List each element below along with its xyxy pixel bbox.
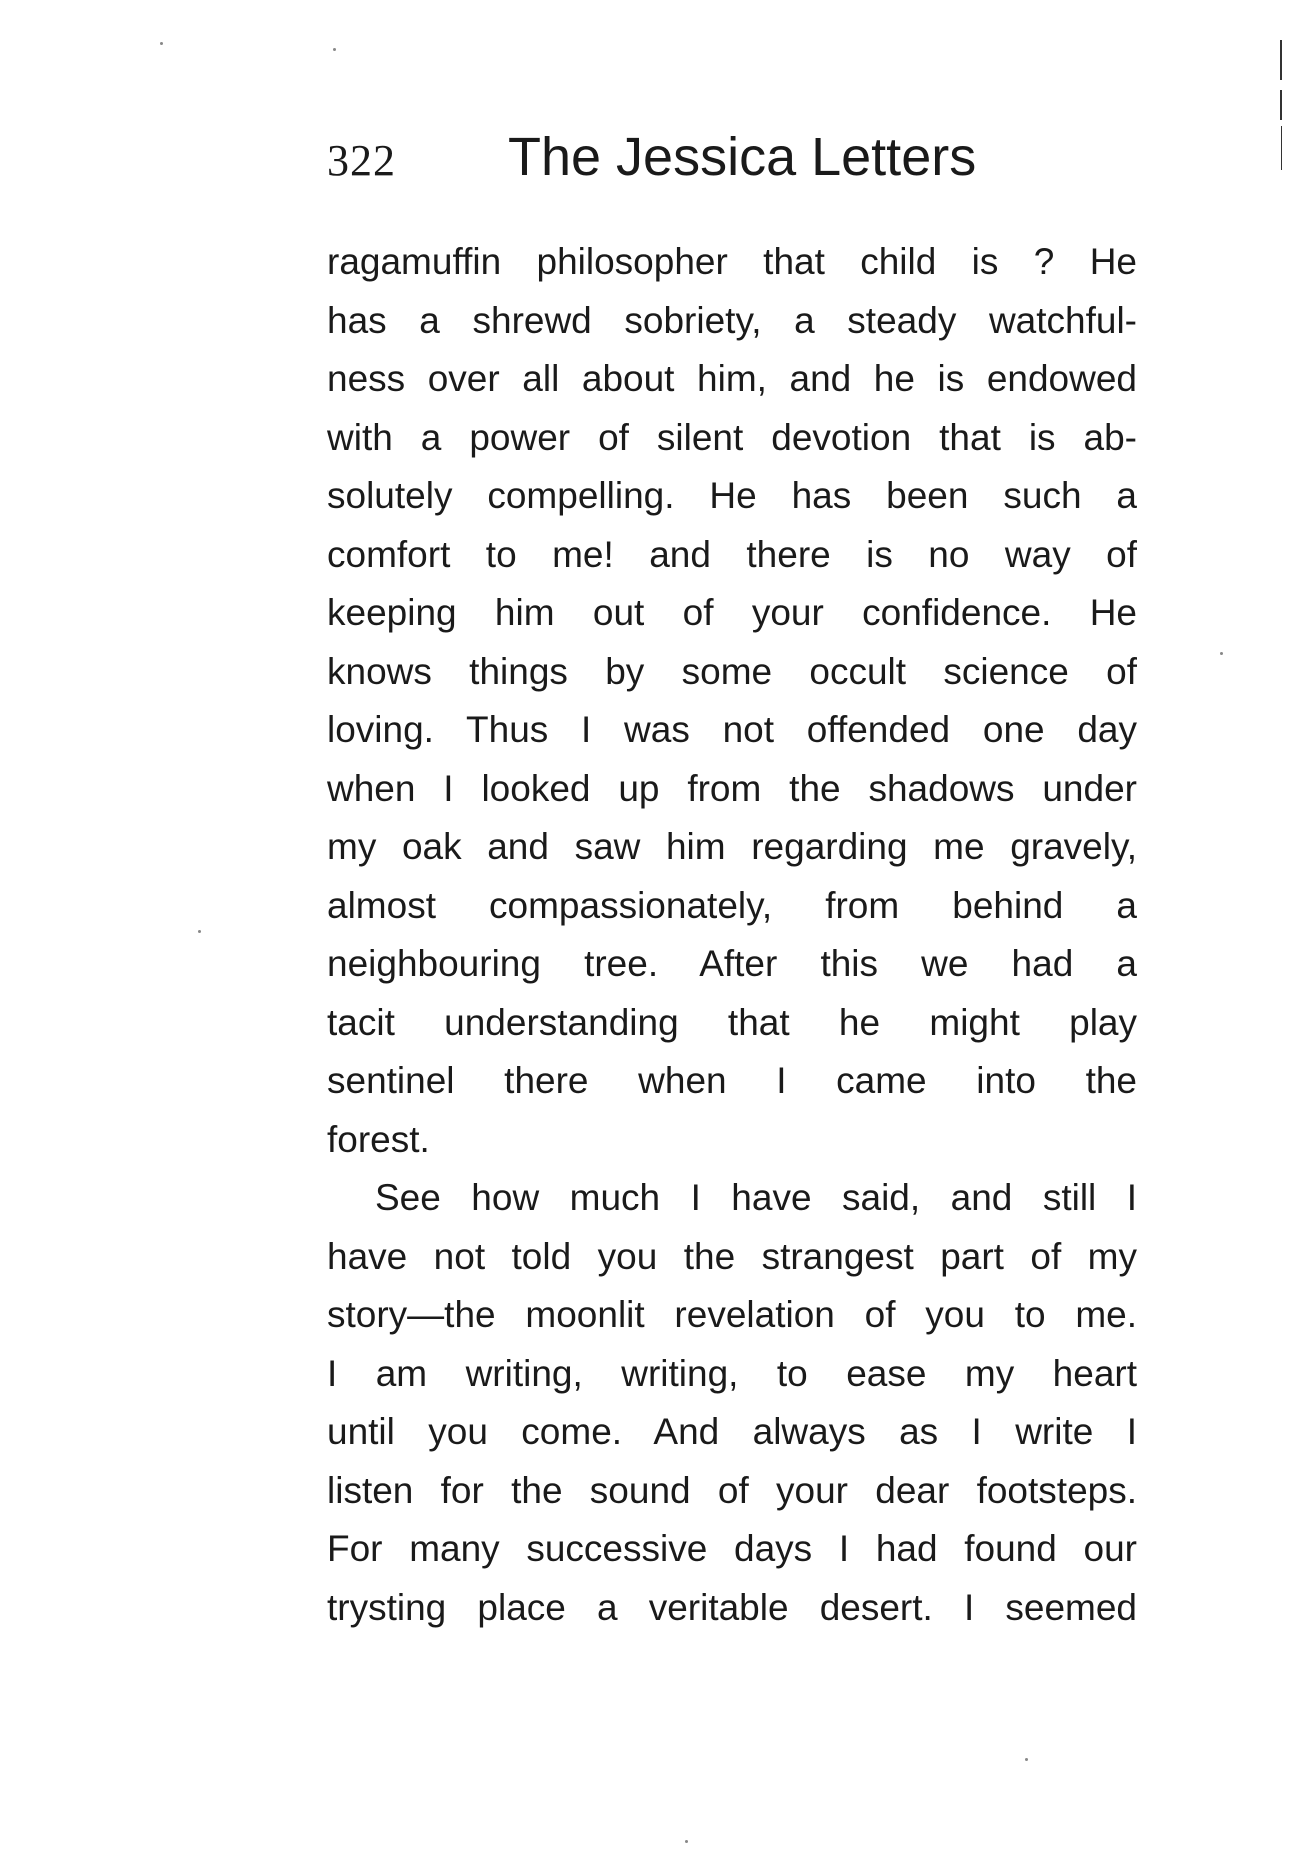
running-head <box>327 126 976 206</box>
text-line: knows things by some occult science of <box>327 650 1137 692</box>
body-text <box>327 233 1137 1637</box>
text-line: have not told you the strangest part of my <box>327 1235 1137 1277</box>
running-title: The Jessica Letters <box>508 127 977 187</box>
text-line: ness over all about him, and he is endowed <box>327 358 1137 399</box>
text-line: ragamuffin philosopher that child is ? He <box>327 241 1137 282</box>
text-line: See how much I have said, and still I <box>375 1177 1137 1218</box>
scan-edge-mark <box>1281 126 1282 170</box>
text-line: almost compassionately, from behind a <box>327 884 1137 926</box>
text-line: forest. <box>327 1118 430 1160</box>
scan-edge-mark <box>1280 90 1282 120</box>
text-line: trysting place a veritable desert. I seemed <box>327 1586 1137 1628</box>
text-line: when I looked up from the shadows under <box>327 767 1137 809</box>
text-line: For many successive days I had found our <box>327 1528 1137 1569</box>
text-line: comfort to me! and there is no way of <box>327 533 1137 575</box>
text-line: tacit understanding that he might play <box>327 1001 1137 1043</box>
text-line: story—the moonlit revelation of you to me. <box>327 1294 1137 1335</box>
text-line: neighbouring tree. After this we had a <box>327 943 1137 984</box>
page-number: 322 <box>327 136 396 185</box>
text-line: my oak and saw him regarding me gravely, <box>327 826 1137 867</box>
text-line: solutely compelling. He has been such a <box>327 475 1137 516</box>
text-line: sentinel there when I came into the <box>327 1060 1137 1101</box>
paper-speck <box>685 1840 688 1843</box>
text-line: listen for the sound of your dear footsteps. <box>327 1469 1137 1511</box>
paper-speck <box>160 42 163 45</box>
text-line: loving. Thus I was not offended one day <box>327 709 1137 750</box>
text-line: keeping him out of your confidence. He <box>327 592 1137 633</box>
paper-speck <box>1025 1758 1028 1761</box>
text-line: until you come. And always as I write I <box>327 1411 1137 1452</box>
paper-speck <box>198 930 201 933</box>
paper-speck <box>1220 652 1223 655</box>
scan-edge-mark <box>1280 40 1282 80</box>
text-line: with a power of silent devotion that is ab- <box>327 416 1137 458</box>
text-line: has a shrewd sobriety, a steady watchful- <box>327 299 1137 341</box>
paper-speck <box>333 48 336 51</box>
text-line: I am writing, writing, to ease my heart <box>327 1352 1137 1394</box>
